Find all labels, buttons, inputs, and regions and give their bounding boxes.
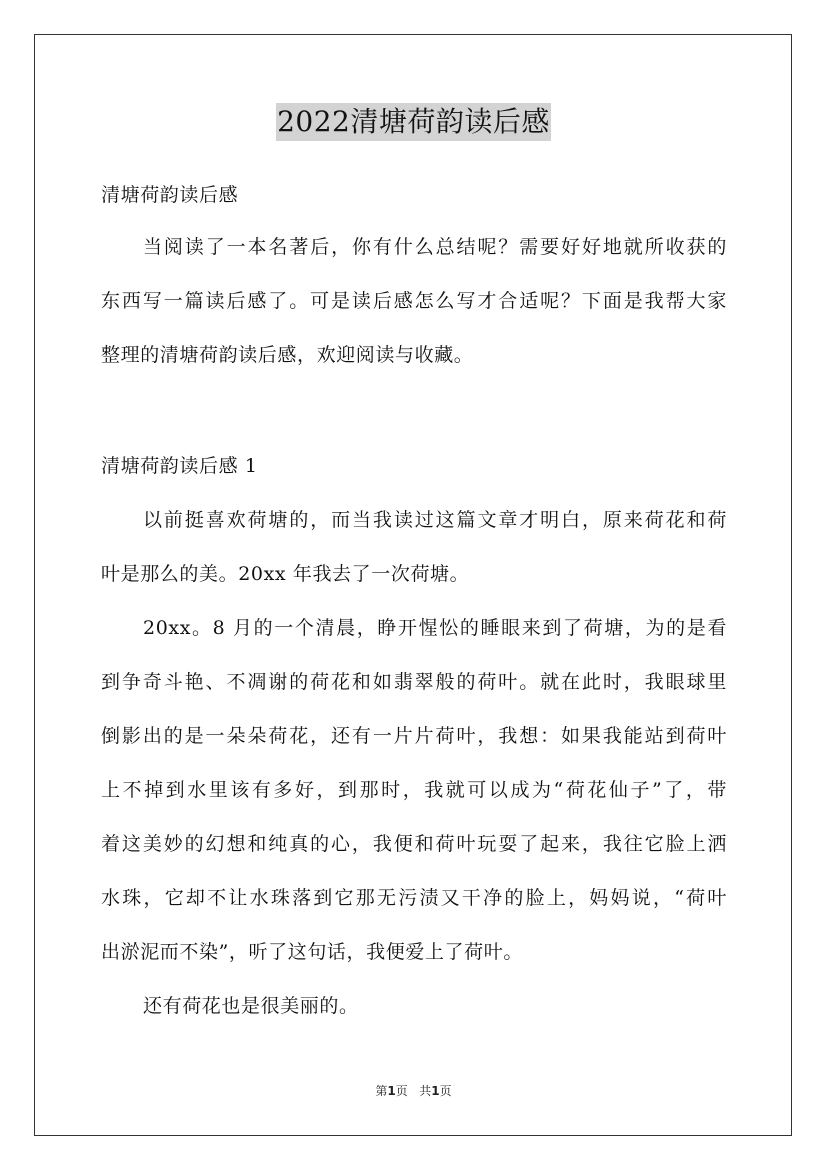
footer-page-suffix: 页 (395, 1084, 408, 1098)
document-title: 2022清塘荷韵读后感 (276, 103, 551, 141)
paragraph-line: 水珠，它却不让水珠落到它那无污渍又干净的脸上，妈妈说，“荷叶 (101, 887, 727, 909)
footer-page-prefix: 第 (375, 1084, 388, 1098)
section-heading: 清塘荷韵读后感 1 (101, 455, 258, 477)
footer-page-current: 1 (387, 1084, 396, 1098)
paragraph-line: 叶是那么的美。20xx 年我去了一次荷塘。 (101, 563, 470, 585)
intro-line: 当阅读了一本名著后，你有什么总结呢？需要好好地就所收获的 (143, 236, 727, 258)
paragraph-line: 出淤泥而不染”，听了这句话，我便爱上了荷叶。 (101, 941, 523, 963)
paragraph-line: 20xx。8 月的一个清晨，睁开惺忪的睡眼来到了荷塘，为的是看 (143, 617, 727, 639)
intro-line: 整理的清塘荷韵读后感，欢迎阅读与收藏。 (101, 344, 474, 366)
paragraph-line: 以前挺喜欢荷塘的，而当我读过这篇文章才明白，原来荷花和荷 (143, 509, 727, 531)
page-footer (0, 1083, 827, 1099)
footer-total-suffix: 页 (439, 1084, 452, 1098)
title-wrap (0, 103, 827, 141)
footer-page-total: 1 (431, 1084, 440, 1098)
paragraph-line: 到争奇斗艳、不凋谢的荷花和如翡翠般的荷叶。就在此时，我眼球里 (101, 671, 727, 693)
paragraph-line: 倒影出的是一朵朵荷花，还有一片片荷叶，我想：如果我能站到荷叶 (101, 725, 727, 747)
footer-total-prefix: 共 (419, 1084, 432, 1098)
paragraph-line: 上不掉到水里该有多好，到那时，我就可以成为“荷花仙子”了，带 (101, 779, 727, 801)
intro-line: 东西写一篇读后感了。可是读后感怎么写才合适呢？下面是我帮大家 (101, 290, 727, 312)
paragraph-line: 还有荷花也是很美丽的。 (143, 995, 359, 1017)
document-subtitle: 清塘荷韵读后感 (101, 184, 239, 206)
paragraph-line: 着这美妙的幻想和纯真的心，我便和荷叶玩耍了起来，我往它脸上洒 (101, 833, 727, 855)
